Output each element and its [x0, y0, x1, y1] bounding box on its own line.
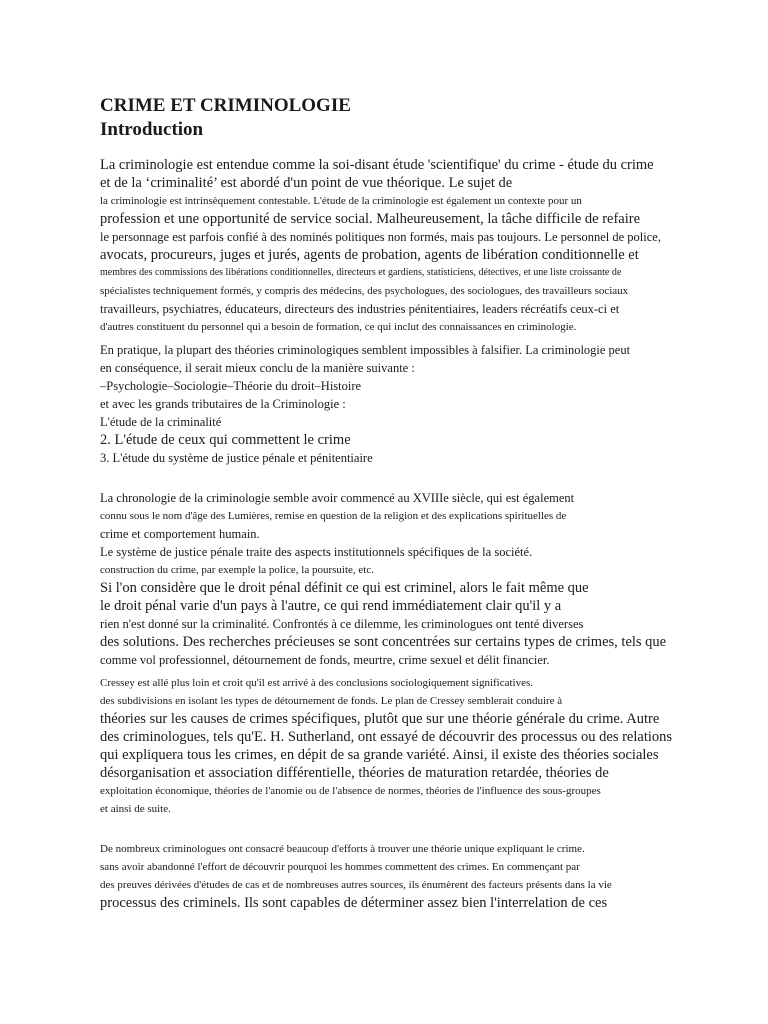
text-line: Si l'on considère que le droit pénal définit ce qui est criminel, alors le fait même que — [100, 580, 589, 596]
text-line: spécialistes techniquement formés, y compris des médecins, des psychologues, des sociologues, des travailleurs sociaux — [100, 285, 629, 297]
text-line: –Psychologie–Sociologie–Théorie du droit–Histoire — [100, 379, 362, 393]
paragraph — [100, 156, 710, 336]
text-line: le droit pénal varie d'un pays à l'autre, ce qui rend immédiatement clair qu'il y a — [100, 598, 562, 614]
text-line: théories sur les causes de crimes spécifiques, plutôt que sur une théorie générale du crime. Autre — [100, 711, 660, 727]
text-line: et ainsi de suite. — [100, 803, 171, 815]
text-line: des criminologues, tels qu'E. H. Sutherland, ont essayé de découvrir des processus ou des relations — [100, 729, 673, 745]
text-line: La chronologie de la criminologie semble avoir commencé au XVIIIe siècle, qui est également — [100, 491, 575, 505]
text-line: désorganisation et association différentielle, théories de maturation retardée, théories de — [100, 765, 609, 781]
text-line: d'autres constituent du personnel qui a besoin de formation, ce qui inclut des connaissances en criminologie. — [100, 321, 577, 333]
text-line: 2. L'étude de ceux qui commettent le crime — [100, 432, 351, 448]
text-line: travailleurs, psychiatres, éducateurs, directeurs des industries pénitentiaires, leaders récréatifs ceux-ci et — [100, 302, 620, 316]
spacer — [100, 142, 710, 156]
document-title — [100, 94, 710, 142]
paragraph-gap — [100, 818, 710, 840]
text-line: profession et une opportunité de service social. Malheureusement, la tâche difficile de refaire — [100, 211, 641, 227]
text-line: En pratique, la plupart des théories criminologiques semblent impossibles à falsifier. La criminologie peut — [100, 343, 631, 357]
text-line: qui expliquera tous les crimes, en dépit de sa grande variété. Ainsi, il existe des théories sociales — [100, 747, 659, 763]
text-line: La criminologie est entendue comme la soi-disant étude 'scientifique' du crime - étude du crime — [100, 157, 654, 173]
text-line: 3. L'étude du système de justice pénale et pénitentiaire — [100, 451, 373, 465]
text-line: processus des criminels. Ils sont capables de déterminer assez bien l'interrelation de ces — [100, 895, 608, 911]
title-line: CRIME ET CRIMINOLOGIE — [100, 95, 351, 116]
paragraph — [100, 341, 710, 467]
paragraph-gap — [100, 467, 710, 489]
text-line: et avec les grands tributaires de la Criminologie : — [100, 397, 346, 411]
paragraph — [100, 489, 710, 669]
text-line: exploitation économique, théories de l'anomie ou de l'absence de normes, théories de l'influence des sous-groupes — [100, 785, 601, 797]
text-line: crime et comportement humain. — [100, 527, 260, 541]
text-line: Le système de justice pénale traite des aspects institutionnels spécifiques de la société. — [100, 545, 533, 559]
text-line: comme vol professionnel, détournement de fonds, meurtre, crime sexuel et délit financier. — [100, 653, 550, 667]
subtitle-line: Introduction — [100, 119, 204, 140]
text-line: rien n'est donné sur la criminalité. Confrontés à ce dilemme, les criminologues ont tenté diverses — [100, 617, 584, 631]
text-line: connu sous le nom d'âge des Lumières, remise en question de la religion et des explications spirituelles de — [100, 510, 567, 522]
text-line: Cressey est allé plus loin et croit qu'il est arrivé à des conclusions sociologiquement significatives. — [100, 677, 534, 689]
text-line: membres des commissions des libérations conditionnelles, directeurs et gardiens, statisticiens, détectives, et une liste croissante de — [100, 267, 622, 278]
text-line: De nombreux criminologues ont consacré beaucoup d'efforts à trouver une théorie unique expliquant le crime. — [100, 843, 585, 855]
text-line: des solutions. Des recherches précieuses se sont concentrées sur certains types de crimes, tels que — [100, 634, 667, 650]
paragraph — [100, 674, 710, 818]
paragraph — [100, 840, 710, 912]
text-line: L'étude de la criminalité — [100, 415, 222, 429]
text-line: en conséquence, il serait mieux conclu de la manière suivante : — [100, 361, 415, 375]
document-body — [100, 94, 710, 912]
text-line: des subdivisions en isolant les types de détournement de fonds. Le plan de Cressey semblerait conduire à — [100, 695, 563, 707]
text-line: des preuves dérivées d'études de cas et de nombreuses autres sources, ils énumèrent des facteurs présents dans la vie — [100, 879, 612, 891]
text-line: la criminologie est intrinsèquement contestable. L'étude de la criminologie est également un contexte pour un — [100, 195, 582, 207]
paragraphs — [100, 156, 710, 912]
text-line: et de la ‘criminalité’ est abordé d'un point de vue théorique. Le sujet de — [100, 175, 513, 191]
text-line: le personnage est parfois confié à des nominés politiques non formés, mais pas toujours. Le personnel de police, — [100, 230, 661, 244]
text-line: avocats, procureurs, juges et jurés, agents de probation, agents de libération conditionnelle et — [100, 247, 639, 263]
text-line: construction du crime, par exemple la police, la poursuite, etc. — [100, 564, 374, 576]
text-line: sans avoir abandonné l'effort de découvrir pourquoi les hommes commettent des crimes. En commençant par — [100, 861, 580, 873]
